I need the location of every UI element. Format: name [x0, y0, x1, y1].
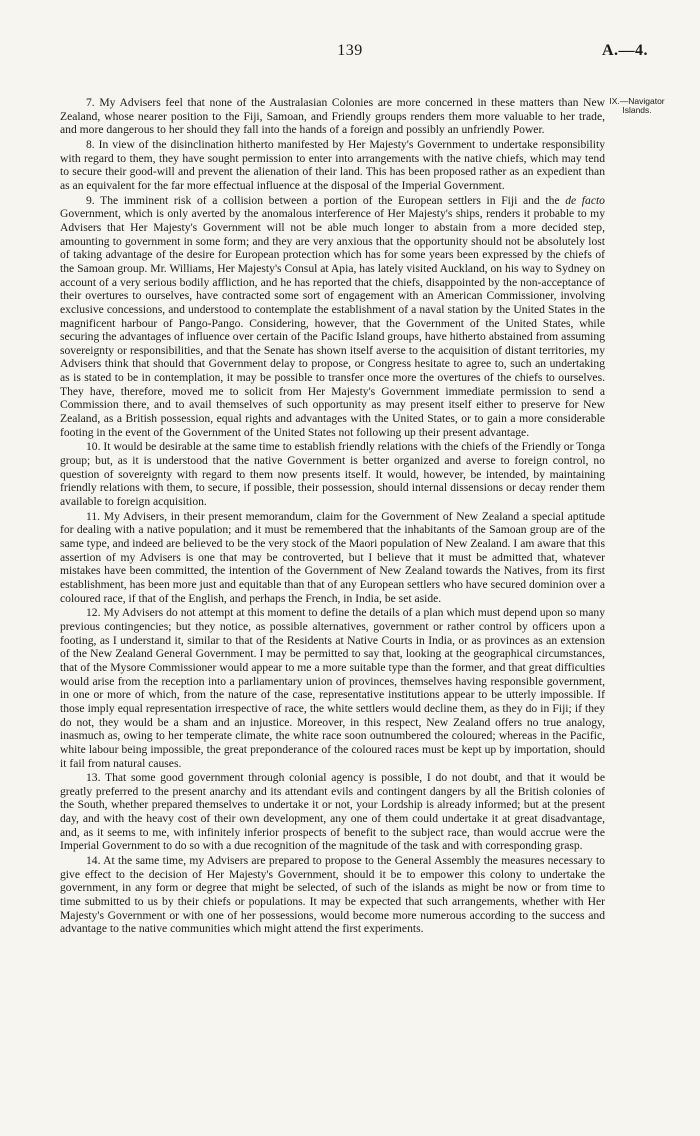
paragraph-7: 7. My Advisers feel that none of the Australasian Colonies are more concerned in these matters than New Zealand, whose nearer position to the Fiji, Samoan, and Friendly groups renders them more valuable to her trade, and more dangerous to her should they fall into the hands of a foreign and possibly an unfriendly Power. [60, 96, 605, 137]
document-body [60, 96, 605, 936]
paragraph-13: 13. That some good government through colonial agency is possible, I do not doubt, and that it would be greatly preferred to the present anarchy and its attendant evils and contingent dangers by all the British colonies of the South, whether prepared themselves to undertake it or not, your Lordship is already informed; but at the present day, and with the heavy cost of their own development, any one of them could undertake it at great disadvantage, and, as it seems to me, with infinitely inferior prospects of benefit to the subject race, than would accrue were the Imperial Government to do so with a due recognition of the magnitude of the task and with corresponding grasp. [60, 771, 605, 853]
paragraph-12: 12. My Advisers do not attempt at this moment to define the details of a plan which must depend upon so many previous contingencies; but they notice, as possible alternatives, government or rather control by officers upon a footing, as I understand it, similar to that of the Residents at Native Courts in India, or as provinces as an extension of the New Zealand General Government. I may be permitted to say that, looking at the geographical circumstances, that of the Mysore Commissioner would appear to me a more suitable type than the former, and that great difficulties would arise from the reception into a parliamentary union of provinces, themselves having responsible government, in one or more of which, from the nature of the case, representative institutions appear to be utterly impossible. If those imply equal representation irrespective of race, the white settlers would decline them, as they do in Fiji; if they do not, they would be a sham and an injustice. Moreover, in this respect, New Zealand offers no true analogy, inasmuch as, owing to her temperate climate, the white race soon outnumbered the coloured; whereas in the Pacific, white labour being impossible, the great preponderance of the coloured races must be kept up by importation, should it fail from natural causes. [60, 606, 605, 770]
paragraph-14: 14. At the same time, my Advisers are prepared to propose to the General Assembly the measures necessary to give effect to the decision of Her Majesty's Government, should it be to empower this colony to undertake the government, in any form or degree that might be selected, of such of the islands as might be now or from time to time submitted to us by their chiefs or populations. It may be expected that such arrangements, whether with Her Majesty's Government or with one of her possessions, would become more numerous according to the success and advantage to the native communities which might attend the first experiments. [60, 854, 605, 936]
paragraph-11: 11. My Advisers, in their present memorandum, claim for the Government of New Zealand a special aptitude for dealing with a native population; and it must be remembered that the inhabitants of the Samoan group are of the same type, and indeed are believed to be the very stock of the Maori population of New Zealand. I am aware that this assertion of my Advisers is one that may be controverted, but I believe that it must be admitted that, whatever mistakes have been committed, the intention of the Government of New Zealand towards the Natives, from its first establishment, has been more just and equitable than that of any European settlers who have secured dominion over a coloured race, if that of the English, and perhaps the French, in India, be set aside. [60, 509, 605, 605]
margin-note: IX.—Navigator Islands. [609, 96, 665, 115]
paragraph-9 [60, 194, 605, 440]
paragraph-9-italic: de facto [565, 193, 605, 207]
document-reference: A.—4. [601, 42, 648, 59]
paragraph-10: 10. It would be desirable at the same time to establish friendly relations with the chiefs of the Friendly or Tonga group; but, as it is understood that the native Government is better organized and averse to foreign control, no question of sovereignty with regard to them now presents itself. It would, however, be intended, by maintaining friendly relations with them, to secure, if possible, their possession, should internal dissensions or decay render them available to foreign acquisition. [60, 440, 605, 509]
page-number: 139 [337, 42, 363, 59]
paragraph-9-lead: 9. The imminent risk of a collision between a portion of the European settlers in Fiji and the [86, 193, 566, 207]
paragraph-8: 8. In view of the disinclination hitherto manifested by Her Majesty's Government to undertake responsibility with regard to them, they have sought permission to enter into arrangements with the native chiefs, which may tend to secure their good-will and prevent the alienation of their land. This has been proposed rather as an expedient than as an equivalent for the far more effectual influence at the disposal of the Imperial Government. [60, 137, 605, 192]
paragraph-9-rest: Government, which is only averted by the anomalous interference of Her Majesty's ships, renders it probable to my Advisers that Her Majesty's Government will not be able much longer to abstain from a more decided step, amounting to government in some form; and they are very anxious that the opportunity should not be absolutely lost of taking advantage of the desire for European protection which has for some years been expressed by the chiefs of the Samoan group. Mr. Williams, Her Majesty's Consul at Apia, has lately visited Auckland, on his way to Sydney on account of a very serious bodily affliction, and he has reported that the chiefs, disappointed by the non-acceptance of their overtures to ourselves, have contracted some sort of engagement with an American Commissioner, involving exclusive concessions, and understood to contemplate the establishment of a naval station by the United States in the magnificent harbour of Pango-Pango. Considering, however, that the Government of the United States, while securing the advantages of influence over certain of the Pacific Island groups, have hitherto abstained from assuming sovereignty or responsibilities, and that the Senate has shown itself averse to the acquisition of distant territories, my Advisers think that should that Government delay to propose, or Congress hesitate to agree to, such an undertaking as is stated to be in contemplation, it may be possible to transfer once more the overtures of the chiefs to ourselves. They have, therefore, moved me to solicit from Her Majesty's Government immediate permission to send a Commission there, and to avail themselves of such opportunity as may present itself either to preserve for New Zealand, as a British possession, equal rights and advantages with the United States, or to gain a more considerable footing in the event of the Government of the United States not following up their present advantage. [60, 207, 605, 439]
